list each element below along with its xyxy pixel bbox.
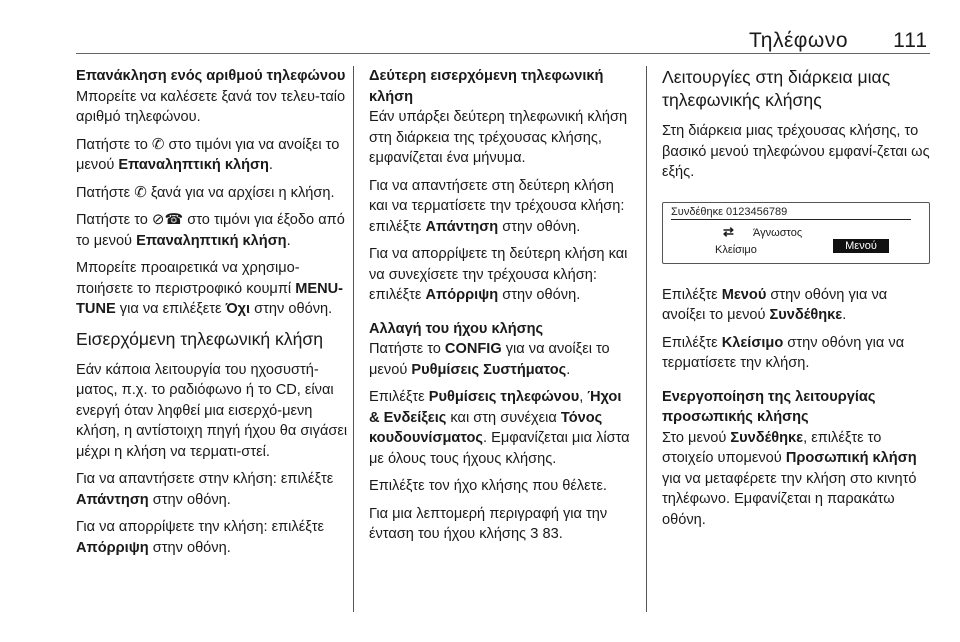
mute-hangup-icon: ⊘☎ [151,211,184,228]
paragraph: Επιλέξτε τον ήχο κλήσης που θέλετε. [369,478,607,494]
section-heading-incoming-call: Εισερχόμενη τηλεφωνική κλήση [76,328,324,349]
column-divider-2 [646,66,647,612]
screen-close-button: Κλείσιμο [715,243,757,256]
column-3 [662,66,930,537]
column-1 [76,66,348,565]
page-number: 111 [893,29,928,52]
paragraph: Πατήστε ✆ ξανά για να αρχίσει η κλήση. [76,183,335,201]
call-transfer-icon: ⇄ [723,223,734,239]
screen-contact-name: Άγνωστος [753,226,803,239]
paragraph: Για να απαντήσετε στη δεύτερη κλήση και να τερματίσετε την τρέχουσα κλήση: επιλέξτε Απάντηση στην οθόνη. [369,177,625,235]
paragraph: Μπορείτε να καλέσετε ξανά τον τελευ-ταίο αριθμό τηλεφώνου. [76,88,346,125]
phone-call-icon: ✆ [134,183,147,201]
paragraph: Στο μενού Συνδέθηκε, επιλέξτε το στοιχείο υπομενού Προσωπική κλήση για να μεταφέρετε την κλήση στο κινητό τηλέφωνο. Εμφανίζεται η παρακάτω οθόνη. [662,429,917,528]
paragraph: Επιλέξτε Μενού στην οθόνη για να ανοίξει το μενού Συνδέθηκε. [662,286,888,323]
paragraph: Πατήστε το ⊘☎ στο τιμόνι για έξοδο από το μενού Επαναληπτική κλήση. [76,211,345,249]
column-divider-1 [353,66,354,612]
page-header [0,0,960,56]
paragraph: Εάν κάποια λειτουργία του ηχοσυστή-ματος, π.χ. το ραδιόφωνο ή το CD, είναι ενεργή όταν ληφθεί μια εισερχό-μενη κλήση, η αντίστοιχη πηγή ήχου θα σιγάσει μέχρι η κλήση να τερματι-στεί. [76,361,348,460]
page-reference-icon: 3 [530,525,539,542]
subheading-ringtone: Αλλαγή του ήχου κλήσης [369,320,544,337]
display-screenshot [662,202,930,264]
section-heading-call-functions: Λειτουργίες στη διάρκεια μιας τηλεφωνικής κλήσης [662,67,891,110]
screen-connected-number: Συνδέθηκε 0123456789 [671,206,911,220]
subheading-redial: Επανάκληση ενός αριθμού τηλεφώνου [76,68,346,84]
paragraph: Εάν υπάρξει δεύτερη τηλεφωνική κλήση στη διάρκεια της τρέχουσας κλήσης, εμφανίζεται ένα μήνυμα. [369,109,628,166]
subheading-private-call: Ενεργοποίηση της λειτουργίας προσωπικής κλήσης [662,388,876,425]
subheading-second-call: Δεύτερη εισερχόμενη τηλεφωνική κλήση [369,68,604,105]
column-2 [369,66,633,552]
header-divider [76,53,930,54]
paragraph: Στη διάρκεια μιας τρέχουσας κλήσης, το βασικό μενού τηλεφώνου εμφανί-ζεται ως εξής. [662,123,930,180]
paragraph: Επιλέξτε Κλείσιμο στην οθόνη για να τερματίσετε την κλήση. [662,334,905,371]
paragraph: Μπορείτε προαιρετικά να χρησιμο-ποιήσετε το περιστροφικό κουμπί MENU-TUNE για να επιλέξετε Όχι στην οθόνη. [76,260,344,317]
paragraph: Επιλέξτε Ρυθμίσεις τηλεφώνου, Ήχοι & Ενδείξεις και στη συνέχεια Τόνος κουδουνίσματος. Εμφανίζεται μια λίστα με όλους τους ήχους κλήσης. [369,389,630,467]
paragraph: Πατήστε το CONFIG για να ανοίξει το μενού Ρυθμίσεις Συστήματος. [369,341,610,378]
paragraph: Για να απαντήσετε στην κλήση: επιλέξτε Απάντηση στην οθόνη. [76,471,334,508]
screen-menu-button: Μενού [833,239,889,253]
paragraph: Για να απορρίψετε την κλήση: επιλέξτε Απόρριψη στην οθόνη. [76,519,325,556]
paragraph: Για να απορρίψετε τη δεύτερη κλήση και να συνεχίσετε την τρέχουσα κλήση: επιλέξτε Απόρριψη στην οθόνη. [369,246,628,303]
paragraph: Για μια λεπτομερή περιγραφή για την ένταση του ήχου κλήσης 3 83. [369,505,608,542]
phone-call-icon: ✆ [151,135,165,153]
paragraph: Πατήστε το ✆ στο τιμόνι για να ανοίξει το μενού Επαναληπτική κλήση. [76,135,340,173]
page-title: Τηλέφωνο [748,29,848,52]
